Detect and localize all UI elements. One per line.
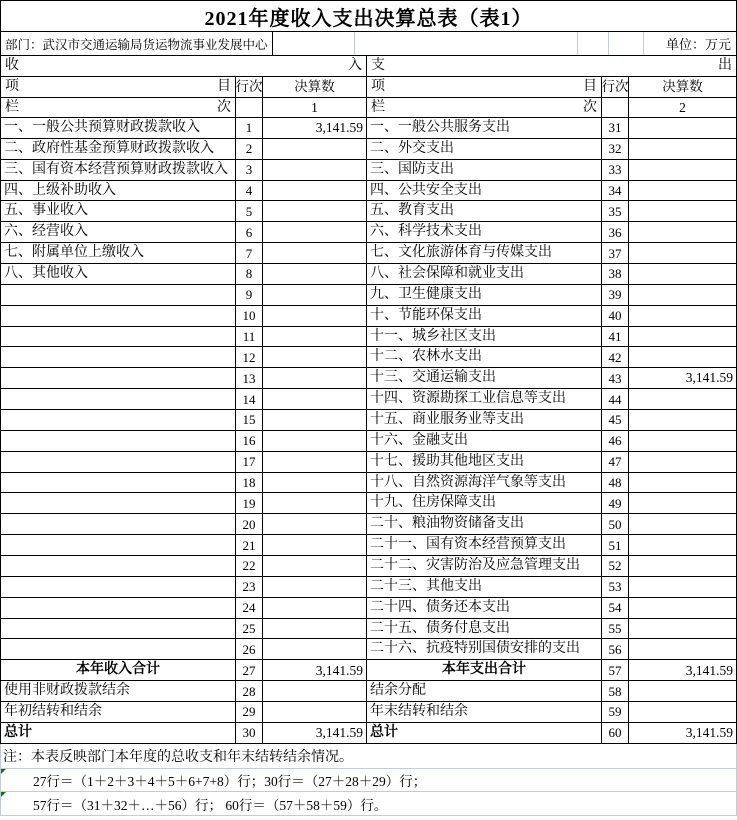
income-line-no-cell[interactable]: 25 bbox=[236, 619, 263, 640]
expense-line-no-cell[interactable]: 57 bbox=[602, 660, 629, 681]
expense-amount-cell[interactable]: 3,141.59 bbox=[629, 368, 737, 389]
expense-line-no-cell[interactable]: 37 bbox=[602, 243, 629, 264]
expense-line-no-cell[interactable]: 53 bbox=[602, 577, 629, 598]
expense-item-cell[interactable]: 十四、资源勘探工业信息等支出 bbox=[367, 389, 602, 410]
income-item-cell[interactable] bbox=[1, 556, 236, 577]
formula-row-2 bbox=[0, 792, 737, 816]
income-item-cell[interactable] bbox=[1, 473, 236, 494]
empty-cell[interactable] bbox=[355, 32, 578, 55]
expense-line-no-cell[interactable]: 48 bbox=[602, 473, 629, 494]
expense-item-header: 项 目 bbox=[367, 77, 602, 98]
expense-line-header: 行次 bbox=[602, 77, 629, 98]
expense-line-no-cell[interactable]: 58 bbox=[602, 681, 629, 702]
expense-item-cell[interactable]: 结余分配 bbox=[367, 681, 602, 702]
expense-item-cell[interactable]: 十二、农林水支出 bbox=[367, 347, 602, 368]
expense-item-cell[interactable]: 十九、住房保障支出 bbox=[367, 493, 602, 514]
income-item-cell[interactable]: 总 计 bbox=[1, 723, 236, 744]
expense-amount-cell[interactable] bbox=[629, 118, 737, 139]
expense-line-no-cell[interactable]: 35 bbox=[602, 201, 629, 222]
expense-amount-cell[interactable] bbox=[629, 473, 737, 494]
expense-line-no-cell[interactable]: 41 bbox=[602, 327, 629, 348]
department-label[interactable]: 部门：武汉市交通运输局货运物流事业发展中心 bbox=[1, 32, 273, 55]
income-amount-cell[interactable] bbox=[263, 222, 367, 243]
expense-line-no-cell[interactable]: 32 bbox=[602, 139, 629, 160]
income-line-no-cell[interactable]: 18 bbox=[236, 473, 263, 494]
income-item-cell[interactable]: 四、上级补助收入 bbox=[1, 181, 236, 202]
income-item-cell[interactable]: 五、事业收入 bbox=[1, 201, 236, 222]
income-line-no-cell[interactable]: 19 bbox=[236, 493, 263, 514]
income-line-no-cell[interactable]: 29 bbox=[236, 702, 263, 723]
expense-line-no-cell[interactable]: 55 bbox=[602, 619, 629, 640]
income-amount-cell[interactable] bbox=[263, 639, 367, 660]
expense-line-no-cell[interactable]: 47 bbox=[602, 452, 629, 473]
formula-text-1: 27行＝（1＋2＋3＋4＋5＋6+7+8）行；30行＝（27＋28＋29）行； bbox=[33, 774, 427, 789]
department-row bbox=[0, 32, 737, 56]
income-amount-cell[interactable] bbox=[263, 139, 367, 160]
expense-amount-cell[interactable] bbox=[629, 222, 737, 243]
expense-item-cell[interactable]: 二十四、债务还本支出 bbox=[367, 598, 602, 619]
income-column-header: 栏 次 bbox=[1, 98, 236, 118]
expense-amount-cell[interactable] bbox=[629, 264, 737, 285]
income-line-no-cell[interactable]: 24 bbox=[236, 598, 263, 619]
income-line-no-cell[interactable]: 21 bbox=[236, 535, 263, 556]
expense-item-cell[interactable]: 本年支出合计 bbox=[367, 660, 602, 681]
expense-item-cell[interactable]: 二、外交支出 bbox=[367, 139, 602, 160]
expense-line-no-cell[interactable]: 49 bbox=[602, 493, 629, 514]
income-line-no-cell[interactable]: 10 bbox=[236, 306, 263, 327]
income-item-cell[interactable] bbox=[1, 619, 236, 640]
expense-amount-cell[interactable] bbox=[629, 493, 737, 514]
income-line-no-cell[interactable]: 11 bbox=[236, 327, 263, 348]
income-line-no-cell[interactable]: 7 bbox=[236, 243, 263, 264]
income-amount-cell[interactable] bbox=[263, 493, 367, 514]
table-note: 注：本表反映部门本年度的总收支和年末结转结余情况。 bbox=[0, 744, 737, 769]
income-item-cell[interactable] bbox=[1, 347, 236, 368]
income-line-no-cell[interactable]: 27 bbox=[236, 660, 263, 681]
income-amount-cell[interactable] bbox=[263, 264, 367, 285]
expense-line-no-cell[interactable]: 46 bbox=[602, 431, 629, 452]
decision-summary-table bbox=[0, 56, 737, 744]
income-line-no-cell[interactable]: 22 bbox=[236, 556, 263, 577]
expense-item-cell[interactable]: 二十二、灾害防治及应急管理支出 bbox=[367, 556, 602, 577]
income-item-cell[interactable] bbox=[1, 452, 236, 473]
income-amount-cell[interactable] bbox=[263, 514, 367, 535]
income-amount-cell[interactable] bbox=[263, 598, 367, 619]
income-item-cell[interactable]: 三、国有资本经营预算财政拨款收入 bbox=[1, 160, 236, 181]
expense-amount-cell[interactable] bbox=[629, 285, 737, 306]
income-amount-cell[interactable] bbox=[263, 619, 367, 640]
income-line-no-cell[interactable]: 6 bbox=[236, 222, 263, 243]
income-item-cell[interactable] bbox=[1, 389, 236, 410]
income-amount-cell[interactable] bbox=[263, 285, 367, 306]
income-line-no-cell[interactable]: 3 bbox=[236, 160, 263, 181]
expense-amount-cell[interactable] bbox=[629, 431, 737, 452]
income-item-cell[interactable] bbox=[1, 410, 236, 431]
income-item-cell[interactable]: 六、经营收入 bbox=[1, 222, 236, 243]
income-amount-cell[interactable] bbox=[263, 160, 367, 181]
income-amount-cell[interactable] bbox=[263, 201, 367, 222]
income-line-no-cell[interactable]: 26 bbox=[236, 639, 263, 660]
income-line-no-cell[interactable]: 12 bbox=[236, 347, 263, 368]
expense-amount-cell[interactable] bbox=[629, 327, 737, 348]
income-item-cell[interactable]: 本年收入合计 bbox=[1, 660, 236, 681]
expense-line-no-cell[interactable]: 59 bbox=[602, 702, 629, 723]
income-line-no-cell[interactable]: 8 bbox=[236, 264, 263, 285]
expense-amount-cell[interactable]: 3,141.59 bbox=[629, 660, 737, 681]
expense-item-cell[interactable]: 总 计 bbox=[367, 723, 602, 744]
income-amount-cell[interactable] bbox=[263, 473, 367, 494]
income-item-cell[interactable] bbox=[1, 639, 236, 660]
income-item-header: 项 目 bbox=[1, 77, 236, 98]
income-line-header: 行次 bbox=[236, 77, 263, 98]
income-amount-cell[interactable] bbox=[263, 389, 367, 410]
income-amount-cell[interactable] bbox=[263, 306, 367, 327]
expense-line-no-cell[interactable]: 31 bbox=[602, 118, 629, 139]
income-line-no-cell[interactable]: 15 bbox=[236, 410, 263, 431]
expense-line-no-cell[interactable]: 51 bbox=[602, 535, 629, 556]
expense-item-cell[interactable]: 二十、粮油物资储备支出 bbox=[367, 514, 602, 535]
expense-item-cell[interactable]: 八、社会保障和就业支出 bbox=[367, 264, 602, 285]
income-line-no-cell[interactable]: 23 bbox=[236, 577, 263, 598]
income-amount-cell[interactable] bbox=[263, 181, 367, 202]
expense-line-no-cell[interactable]: 60 bbox=[602, 723, 629, 744]
expense-amount-cell[interactable] bbox=[629, 598, 737, 619]
expense-line-no-cell[interactable]: 36 bbox=[602, 222, 629, 243]
expense-amount-cell[interactable] bbox=[629, 702, 737, 723]
expense-item-cell[interactable]: 年末结转和结余 bbox=[367, 702, 602, 723]
income-amount-cell[interactable] bbox=[263, 556, 367, 577]
empty-cell[interactable] bbox=[273, 32, 355, 55]
expense-line-no-cell[interactable]: 39 bbox=[602, 285, 629, 306]
expense-line-no-cell[interactable]: 42 bbox=[602, 347, 629, 368]
expense-section-header: 支 出 bbox=[367, 56, 737, 77]
empty-cell[interactable] bbox=[602, 98, 629, 118]
formula-row-1 bbox=[0, 769, 737, 792]
expense-amount-cell[interactable] bbox=[629, 514, 737, 535]
income-item-cell[interactable] bbox=[1, 598, 236, 619]
income-amount-cell[interactable] bbox=[263, 535, 367, 556]
expense-item-cell[interactable]: 二十一、国有资本经营预算支出 bbox=[367, 535, 602, 556]
expense-item-cell[interactable]: 四、公共安全支出 bbox=[367, 181, 602, 202]
expense-line-no-cell[interactable]: 33 bbox=[602, 160, 629, 181]
expense-item-cell[interactable]: 十、节能环保支出 bbox=[367, 306, 602, 327]
income-item-cell[interactable] bbox=[1, 285, 236, 306]
income-amount-cell[interactable] bbox=[263, 702, 367, 723]
income-amount-cell[interactable] bbox=[263, 681, 367, 702]
expense-amount-cell[interactable] bbox=[629, 619, 737, 640]
expense-item-cell[interactable]: 十七、援助其他地区支出 bbox=[367, 452, 602, 473]
expense-amount-cell[interactable] bbox=[629, 577, 737, 598]
expense-line-no-cell[interactable]: 43 bbox=[602, 368, 629, 389]
income-amount-header: 决算数 bbox=[263, 77, 367, 98]
expense-amount-cell[interactable] bbox=[629, 410, 737, 431]
income-amount-cell[interactable] bbox=[263, 368, 367, 389]
income-item-cell[interactable]: 二、政府性基金预算财政拨款收入 bbox=[1, 139, 236, 160]
income-column-no: 1 bbox=[263, 98, 367, 118]
income-line-no-cell[interactable]: 14 bbox=[236, 389, 263, 410]
comment-triangle-icon bbox=[1, 792, 6, 797]
comment-triangle-icon bbox=[1, 769, 6, 774]
expense-item-cell[interactable]: 五、教育支出 bbox=[367, 201, 602, 222]
expense-item-cell[interactable]: 六、科学技术支出 bbox=[367, 222, 602, 243]
income-line-no-cell[interactable]: 17 bbox=[236, 452, 263, 473]
expense-amount-cell[interactable] bbox=[629, 389, 737, 410]
page-title: 2021年度收入支出决算总表（表1） bbox=[0, 0, 737, 32]
expense-item-cell[interactable]: 十三、交通运输支出 bbox=[367, 368, 602, 389]
income-item-cell[interactable]: 使用非财政拨款结余 bbox=[1, 681, 236, 702]
income-line-no-cell[interactable]: 5 bbox=[236, 201, 263, 222]
empty-cell[interactable] bbox=[578, 32, 609, 55]
income-section-header: 收 入 bbox=[1, 56, 367, 77]
expense-line-no-cell[interactable]: 38 bbox=[602, 264, 629, 285]
income-amount-cell[interactable] bbox=[263, 452, 367, 473]
expense-item-cell[interactable]: 九、卫生健康支出 bbox=[367, 285, 602, 306]
income-amount-cell[interactable]: 3,141.59 bbox=[263, 118, 367, 139]
income-item-cell[interactable] bbox=[1, 431, 236, 452]
expense-line-no-cell[interactable]: 54 bbox=[602, 598, 629, 619]
expense-item-cell[interactable]: 十一、城乡社区支出 bbox=[367, 327, 602, 348]
income-amount-cell[interactable] bbox=[263, 577, 367, 598]
expense-item-cell[interactable]: 二十五、债务付息支出 bbox=[367, 619, 602, 640]
income-amount-cell[interactable] bbox=[263, 410, 367, 431]
expense-line-no-cell[interactable]: 44 bbox=[602, 389, 629, 410]
income-item-cell[interactable] bbox=[1, 368, 236, 389]
expense-column-no: 2 bbox=[629, 98, 737, 118]
income-amount-cell[interactable] bbox=[263, 243, 367, 264]
income-line-no-cell[interactable]: 4 bbox=[236, 181, 263, 202]
expense-item-cell[interactable]: 三、国防支出 bbox=[367, 160, 602, 181]
expense-amount-cell[interactable] bbox=[629, 535, 737, 556]
income-line-no-cell[interactable]: 28 bbox=[236, 681, 263, 702]
expense-amount-cell[interactable] bbox=[629, 347, 737, 368]
expense-line-no-cell[interactable]: 50 bbox=[602, 514, 629, 535]
income-line-no-cell[interactable]: 30 bbox=[236, 723, 263, 744]
expense-amount-cell[interactable] bbox=[629, 139, 737, 160]
expense-amount-cell[interactable] bbox=[629, 452, 737, 473]
expense-amount-cell[interactable] bbox=[629, 556, 737, 577]
expense-amount-cell[interactable] bbox=[629, 181, 737, 202]
expense-amount-cell[interactable] bbox=[629, 243, 737, 264]
expense-column-header: 栏 次 bbox=[367, 98, 602, 118]
expense-line-no-cell[interactable]: 52 bbox=[602, 556, 629, 577]
income-item-cell[interactable]: 一、一般公共预算财政拨款收入 bbox=[1, 118, 236, 139]
expense-item-cell[interactable]: 七、文化旅游体育与传媒支出 bbox=[367, 243, 602, 264]
expense-item-cell[interactable]: 一、一般公共服务支出 bbox=[367, 118, 602, 139]
expense-amount-header: 决算数 bbox=[629, 77, 737, 98]
expense-item-cell[interactable]: 二十六、抗疫特别国债安排的支出 bbox=[367, 639, 602, 660]
expense-item-cell[interactable]: 十六、金融支出 bbox=[367, 431, 602, 452]
income-line-no-cell[interactable]: 9 bbox=[236, 285, 263, 306]
income-item-cell[interactable] bbox=[1, 327, 236, 348]
expense-amount-cell[interactable] bbox=[629, 639, 737, 660]
income-amount-cell[interactable] bbox=[263, 347, 367, 368]
income-item-cell[interactable]: 年初结转和结余 bbox=[1, 702, 236, 723]
income-item-cell[interactable] bbox=[1, 514, 236, 535]
income-amount-cell[interactable] bbox=[263, 431, 367, 452]
unit-label: 单位：万元 bbox=[665, 37, 731, 52]
income-item-cell[interactable]: 七、附属单位上缴收入 bbox=[1, 243, 236, 264]
expense-amount-cell[interactable] bbox=[629, 306, 737, 327]
income-item-cell[interactable] bbox=[1, 535, 236, 556]
empty-cell[interactable] bbox=[236, 98, 263, 118]
income-line-no-cell[interactable]: 2 bbox=[236, 139, 263, 160]
income-line-no-cell[interactable]: 1 bbox=[236, 118, 263, 139]
income-item-cell[interactable] bbox=[1, 577, 236, 598]
expense-amount-cell[interactable] bbox=[629, 201, 737, 222]
income-amount-cell[interactable]: 3,141.59 bbox=[263, 723, 367, 744]
income-item-cell[interactable] bbox=[1, 306, 236, 327]
income-item-cell[interactable] bbox=[1, 493, 236, 514]
formula-text-2: 57行＝（31＋32＋…＋56）行； 60行＝（57＋58＋59）行。 bbox=[33, 797, 388, 813]
income-line-no-cell[interactable]: 13 bbox=[236, 368, 263, 389]
income-line-no-cell[interactable]: 20 bbox=[236, 514, 263, 535]
income-line-no-cell[interactable]: 16 bbox=[236, 431, 263, 452]
expense-amount-cell[interactable]: 3,141.59 bbox=[629, 723, 737, 744]
expense-amount-cell[interactable] bbox=[629, 681, 737, 702]
expense-item-cell[interactable]: 十五、商业服务业等支出 bbox=[367, 410, 602, 431]
expense-line-no-cell[interactable]: 34 bbox=[602, 181, 629, 202]
empty-cell[interactable] bbox=[609, 32, 644, 55]
expense-item-cell[interactable]: 二十三、其他支出 bbox=[367, 577, 602, 598]
expense-line-no-cell[interactable]: 40 bbox=[602, 306, 629, 327]
income-item-cell[interactable]: 八、其他收入 bbox=[1, 264, 236, 285]
income-amount-cell[interactable] bbox=[263, 327, 367, 348]
expense-line-no-cell[interactable]: 56 bbox=[602, 639, 629, 660]
expense-amount-cell[interactable] bbox=[629, 160, 737, 181]
expense-item-cell[interactable]: 十八、自然资源海洋气象等支出 bbox=[367, 473, 602, 494]
expense-line-no-cell[interactable]: 45 bbox=[602, 410, 629, 431]
income-amount-cell[interactable]: 3,141.59 bbox=[263, 660, 367, 681]
